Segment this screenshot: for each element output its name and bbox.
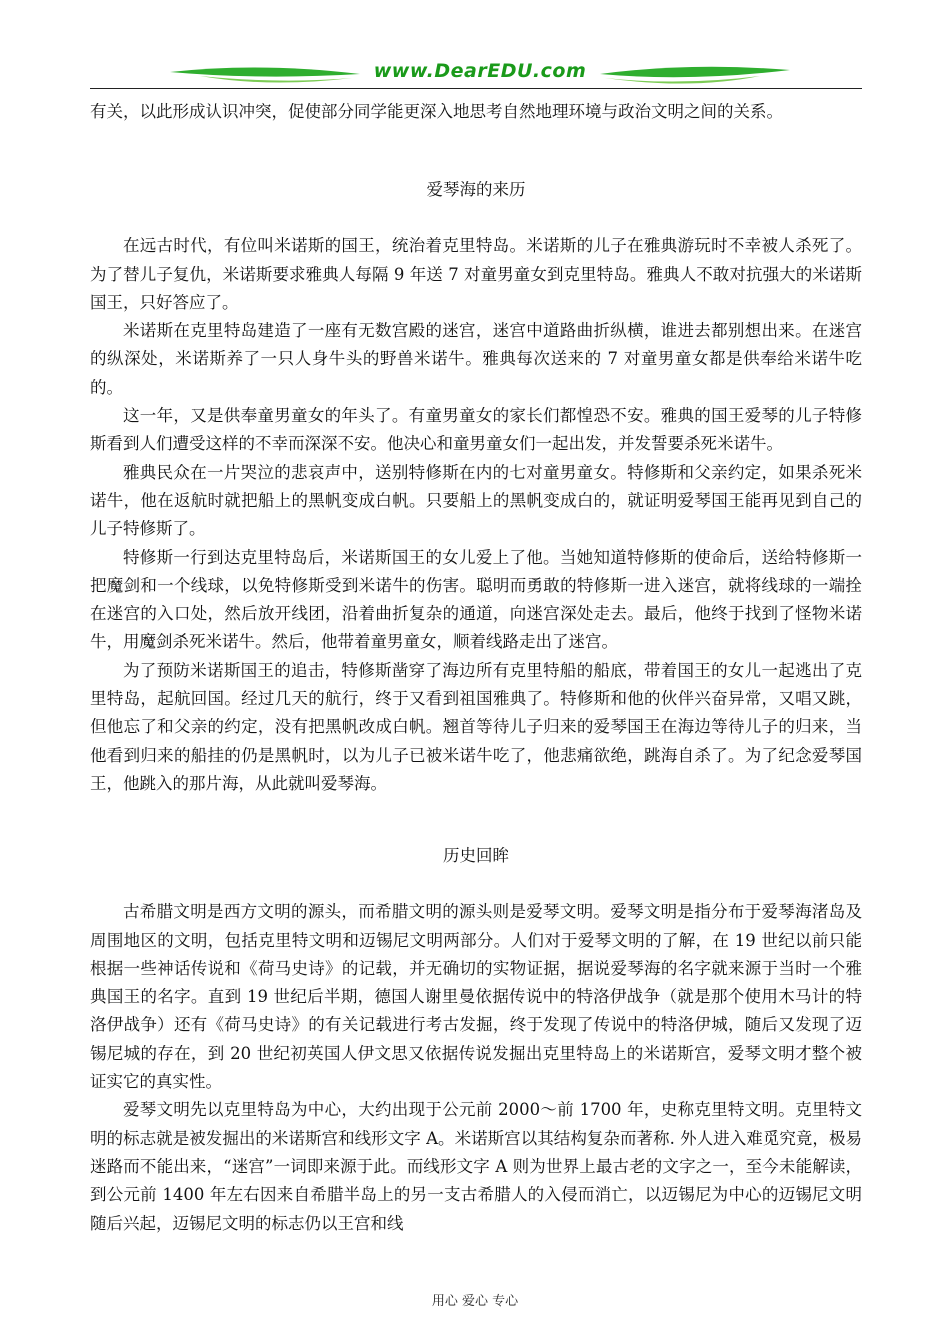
paragraph: 雅典民众在一片哭泣的悲哀声中，送别特修斯在内的七对童男童女。特修斯和父亲约定，如果杀死米诺牛，他在返航时就把船上的黑帆变成白帆。只要船上的黑帆变成白的，就证明爱琴国王能再见到自己的儿子特修斯了。 bbox=[90, 462, 862, 539]
document-body bbox=[90, 98, 862, 1238]
paragraph: 米诺斯在克里特岛建造了一座有无数宫殿的迷宫，迷宫中道路曲折纵横，谁进去都别想出来。在迷宫的纵深处，米诺斯养了一只人身牛头的野兽米诺牛。雅典每次送来的 7 对童男童女都是供奉给米诺牛吃的。 bbox=[90, 321, 862, 397]
paragraph: 特修斯一行到达克里特岛后，米诺斯国王的女儿爱上了他。当她知道特修斯的使命后，送给特修斯一把魔剑和一个线球，以免特修斯受到米诺牛的伤害。聪明而勇敢的特修斯一进入迷宫，就将线球的一端拴在迷宫的入口处，然后放开线团，沿着曲折复杂的通道，向迷宫深处走去。最后，他终于找到了怪物米诺牛，用魔剑杀死米诺牛。然后，他带着童男童女，顺着线路走出了迷宫。 bbox=[90, 547, 862, 652]
paragraph: 古希腊文明是西方文明的源头，而希腊文明的源头则是爱琴文明。爱琴文明是指分布于爱琴海渚岛及周围地区的文明，包括克里特文明和迈锡尼文明两部分。人们对于爱琴文明的了解，在 19 世纪以前只能根据一些神话传说和《荷马史诗》的记载，并无确切的实物证据，据说爱琴海的名字就来源于当时一个雅典国王的名字。直到 19 世纪后半期，德国人谢里曼依据传说中的特洛伊战争（就是那个使用木马计的特洛伊战争）还有《荷马史诗》的有关记载进行考古发掘，终于发现了传说中的特洛伊城，随后又发现了迈锡尼城的存在，到 20 世纪初英国人伊文思又依据传说发掘出克里特岛上的米诺斯宫，爱琴文明才整个被证实它的真实性。 bbox=[90, 902, 862, 1092]
paragraph: 爱琴文明先以克里特岛为中心，大约出现于公元前 2000～前 1700 年，史称克里特文明。克里特文明的标志就是被发掘出的米诺斯宫和线形文字 A。米诺斯宫以其结构复杂而著称. 外人进入难觅究竟，极易迷路而不能出来，“迷宫”一词即来源于此。而线形文字 A 则为世界上最古老的文字之一，至今未能解读，到公元前 1400 年左右因来自希腊半岛上的另一支古希腊人的入侵而消亡，以迈锡尼为中心的迈锡尼文明随后兴起，迈锡尼文明的标志仍以王宫和线 bbox=[90, 1100, 862, 1233]
spacer bbox=[90, 126, 862, 176]
spacer bbox=[90, 798, 862, 842]
page-header bbox=[90, 58, 862, 94]
page-footer: 用心 爱心 专心 bbox=[431, 1294, 519, 1309]
header-divider bbox=[90, 88, 862, 89]
paragraph: 为了预防米诺斯国王的追击，特修斯凿穿了海边所有克里特船的船底，带着国王的女儿一起逃出了克里特岛，起航回国。经过几天的航行，终于又看到祖国雅典了。特修斯和他的伙伴兴奋异常，又唱又跳，但他忘了和父亲的约定，没有把黑帆改成白帆。翘首等待儿子归来的爱琴国王在海边等待儿子的归来，当他看到归来的船挂的仍是黑帆时，以为儿子已被米诺牛吃了，他悲痛欲绝，跳海自杀了。为了纪念爱琴国王，他跳入的那片海，从此就叫爱琴海。 bbox=[90, 660, 862, 793]
intro-continuation: 有关，以此形成认识冲突，促使部分同学能更深入地思考自然地理环境与政治文明之间的关系。 bbox=[90, 102, 783, 121]
site-logo: www.DearEDU.com bbox=[373, 60, 587, 82]
paragraph: 这一年，又是供奉童男童女的年头了。有童男童女的家长们都惶恐不安。雅典的国王爱琴的儿子特修斯看到人们遭受这样的不幸而深深不安。他决心和童男童女们一起出发，并发誓要杀死米诺牛。 bbox=[90, 406, 862, 454]
spacer bbox=[90, 870, 862, 898]
spacer bbox=[90, 204, 862, 232]
section-title-history-review: 历史回眸 bbox=[443, 846, 509, 866]
paragraph: 在远古时代，有位叫米诺斯的国王，统治着克里特岛。米诺斯的儿子在雅典游玩时不幸被人杀死了。为了替儿子复仇，米诺斯要求雅典人每隔 9 年送 7 对童男童女到克里特岛。雅典人不敢对抗强大的米诺斯国王，只好答应了。 bbox=[90, 236, 862, 312]
section-title-aegean-origin: 爱琴海的来历 bbox=[426, 180, 526, 200]
